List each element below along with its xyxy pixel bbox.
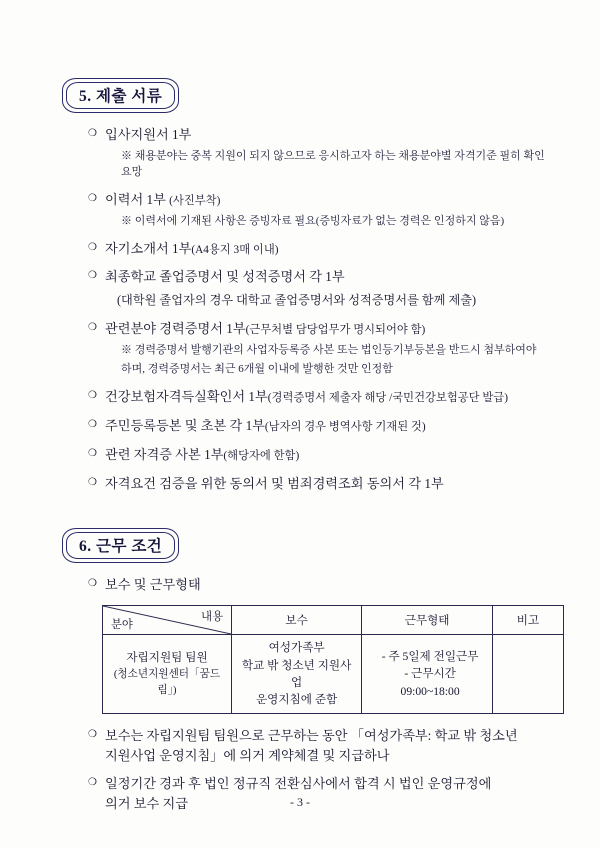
list-item-label: 자기소개서 1부 bbox=[105, 240, 192, 256]
bullet-circle-icon: ❍ bbox=[88, 128, 97, 139]
list-item-label: 주민등록등본 및 초본 각 1부 bbox=[105, 417, 265, 433]
list-item bbox=[88, 190, 548, 230]
list-item-label: 보수는 자립지원팀 팀원으로 근무하는 동안 「여성가족부: 학교 밖 청소년 bbox=[105, 727, 518, 743]
bullet-circle-icon: ❍ bbox=[88, 389, 97, 401]
list-item-label: 관련분야 경력증명서 1부 bbox=[105, 320, 246, 336]
table-cell-work-type bbox=[362, 635, 493, 714]
list-item-label: 입사지원서 1부 bbox=[105, 127, 192, 142]
table-row bbox=[103, 635, 564, 714]
list-item-continuation: 의거 보수 지급 bbox=[105, 796, 189, 812]
list-item-subline: (대학원 졸업자의 경우 대학교 졸업증명서와 성적증명서를 함께 제출) bbox=[117, 293, 477, 308]
section-heading-5: 5. 제출 서류 bbox=[62, 78, 179, 113]
list-item bbox=[88, 474, 548, 494]
list-item-note: ※ 경력증명서 발행기관의 사업자등록증 사본 또는 법인등기부등본을 반드시 첨부하여야 bbox=[121, 343, 537, 356]
list-item bbox=[88, 267, 548, 309]
bullet-circle-icon: ❍ bbox=[88, 476, 97, 488]
list-item-label: 관련 자격증 사본 1부 bbox=[105, 446, 224, 462]
list-item-suffix: (해당자에 한함) bbox=[223, 449, 300, 462]
table-header-remark: 비고 bbox=[493, 606, 564, 635]
list-item-label: 최종학교 졸업증명서 및 성적증명서 각 1부 bbox=[105, 269, 345, 285]
bullet-circle-icon: ❍ bbox=[88, 270, 97, 282]
bullet-circle-icon: ❍ bbox=[88, 192, 97, 204]
work-conditions-table bbox=[102, 605, 564, 714]
list-item-label: 건강보험자격득실확인서 1부 bbox=[105, 388, 268, 404]
table-cell-field bbox=[103, 635, 232, 714]
table-cell-remark bbox=[493, 635, 564, 714]
table-cell-field-line1: 자립지원팀 팀원 bbox=[126, 651, 208, 665]
table-cell-work-line2: - 근무시간 09:00~18:00 bbox=[400, 667, 460, 698]
bullet-circle-icon: ❍ bbox=[88, 447, 97, 459]
list-item bbox=[88, 319, 548, 378]
list-item-label: 이력서 1부 bbox=[105, 191, 170, 207]
list-item-note: ※ 채용분야는 중복 지원이 되지 않으므로 응시하고자 하는 채용분야별 자격기준 필히 확인요망 bbox=[121, 149, 545, 178]
list-item-suffix: (경력증명서 제출자 해당 /국민건강보험공단 발급) bbox=[267, 391, 508, 404]
list-item-note: ※ 이력서에 기재된 사항은 증빙자료 필요(증빙자료가 없는 경력은 인정하지 않음) bbox=[121, 214, 505, 227]
list-item-continuation: 지원사업 운영지침」에 의거 계약체결 및 지급하나 bbox=[105, 747, 390, 763]
list-item-note: 하며, 경력증명서는 최근 6개월 이내에 발행한 것만 인정함 bbox=[121, 362, 393, 375]
table-cell-pay-line3: 운영지침에 준함 bbox=[255, 693, 338, 707]
list-item bbox=[88, 239, 548, 259]
list-item-label: 자격요건 검증을 위한 동의서 및 범죄경력조회 동의서 각 1부 bbox=[105, 475, 444, 491]
submission-documents-list bbox=[52, 125, 548, 493]
list-item bbox=[88, 416, 548, 436]
bullet-circle-icon: ❍ bbox=[88, 728, 97, 740]
list-item bbox=[88, 387, 548, 407]
work-conditions-list bbox=[52, 575, 548, 595]
list-item bbox=[88, 125, 548, 181]
list-item bbox=[88, 726, 548, 766]
table-header-work-type: 근무형태 bbox=[362, 606, 493, 635]
table-cell-pay-line2: 학교 밖 청소년 지원사업 bbox=[241, 658, 352, 689]
section-heading-6: 6. 근무 조건 bbox=[62, 528, 179, 563]
bullet-circle-icon: ❍ bbox=[88, 578, 97, 590]
list-item-suffix: (A4용지 3매 이내) bbox=[191, 243, 279, 256]
list-item-label: 보수 및 근무형태 bbox=[105, 577, 201, 593]
table-cell-field-line2: (청소년지원센터「꿈드림」) bbox=[113, 668, 221, 696]
table-cell-work-line1: - 주 5일제 전일근무 bbox=[381, 649, 479, 663]
table-cell-pay-line1: 여성가족부 bbox=[268, 641, 325, 655]
table-corner-header bbox=[103, 606, 232, 635]
table-corner-top-label: 내용 bbox=[201, 611, 223, 624]
table-cell-pay bbox=[232, 635, 362, 714]
list-item bbox=[88, 445, 548, 465]
bullet-circle-icon: ❍ bbox=[88, 321, 97, 333]
table-header-row bbox=[103, 606, 564, 635]
list-item-label: 일정기간 경과 후 법인 정규직 전환심사에서 합격 시 법인 운영규정에 bbox=[105, 776, 492, 792]
list-item-suffix: (근무처별 담당업무가 명시되어야 함) bbox=[245, 323, 426, 336]
bullet-circle-icon: ❍ bbox=[88, 777, 97, 789]
list-item-suffix: (사진부착) bbox=[169, 194, 221, 207]
bullet-circle-icon: ❍ bbox=[88, 418, 97, 430]
table-corner-bottom-label: 분야 bbox=[111, 619, 133, 632]
list-item bbox=[88, 575, 548, 595]
work-conditions-table-wrapper bbox=[102, 605, 564, 714]
table-header-pay: 보수 bbox=[232, 606, 362, 635]
list-item-suffix: (남자의 경우 병역사항 기재된 것) bbox=[264, 420, 426, 433]
bullet-circle-icon: ❍ bbox=[88, 241, 97, 253]
page-number: - 3 - bbox=[290, 795, 310, 809]
